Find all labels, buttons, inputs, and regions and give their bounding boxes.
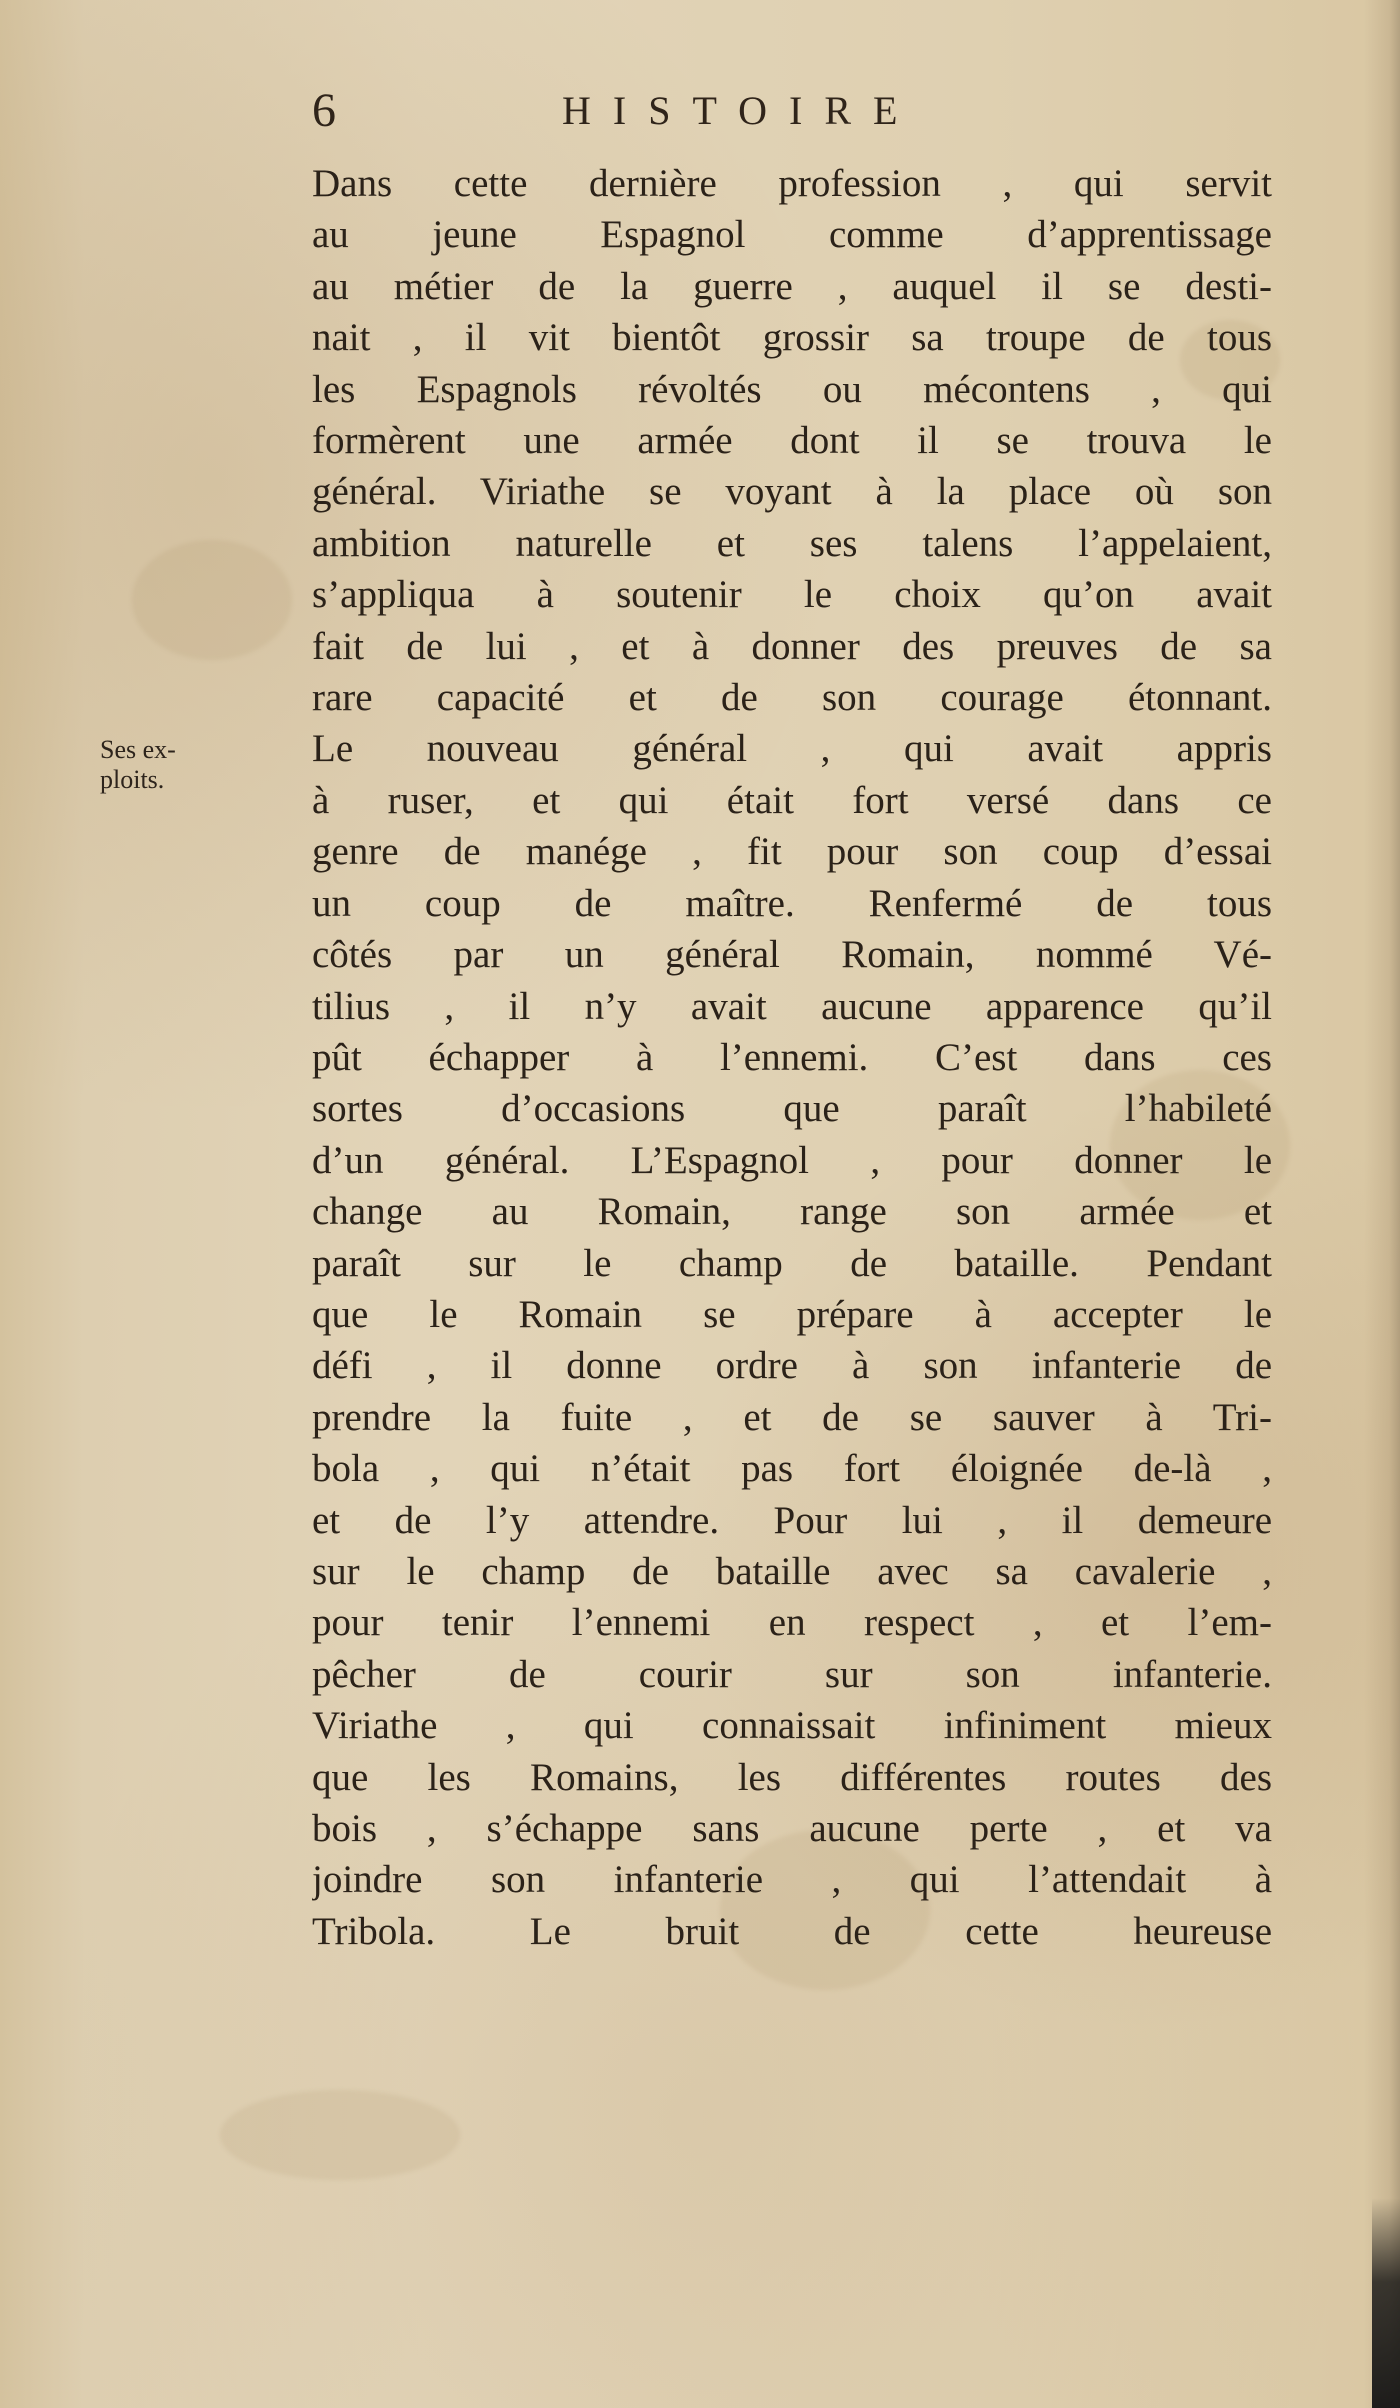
text-line: genre de manége , fit pour son coup d’essai xyxy=(312,830,1272,874)
paper-stain xyxy=(132,540,292,660)
page-header xyxy=(312,84,1092,138)
page-edge-shadow xyxy=(1364,0,1400,2408)
text-line: pût échapper à l’ennemi. C’est dans ces xyxy=(312,1035,1272,1079)
margin-note-line: Ses ex- xyxy=(100,735,176,764)
running-head: HISTOIRE xyxy=(562,88,920,133)
text-line: s’appliqua à soutenir le choix qu’on avait xyxy=(312,573,1272,617)
text-line: que les Romains, les différentes routes des xyxy=(312,1755,1272,1799)
text-line: Dans cette dernière profession , qui servit xyxy=(312,162,1272,205)
text-line: au jeune Espagnol comme d’apprentissage xyxy=(312,213,1272,257)
text-line: change au Romain, range son armée et xyxy=(312,1190,1272,1234)
text-line: au métier de la guerre , auquel il se desti- xyxy=(312,264,1272,308)
paper-stain xyxy=(220,2090,460,2180)
text-line: prendre la fuite , et de se sauver à Tri- xyxy=(312,1395,1272,1439)
page-dark-edge xyxy=(1372,2198,1400,2408)
text-line: défi , il donne ordre à son infanterie de xyxy=(312,1344,1272,1388)
text-line: formèrent une armée dont il se trouva le xyxy=(312,419,1272,463)
text-line: côtés par un général Romain, nommé Vé- xyxy=(312,933,1272,977)
text-line: et de l’y attendre. Pour lui , il demeure xyxy=(312,1498,1272,1542)
text-line: rare capacité et de son courage étonnant. xyxy=(312,676,1272,720)
text-line: les Espagnols révoltés ou mécontens , qui xyxy=(312,367,1272,411)
margin-note-line: ploits. xyxy=(100,765,165,794)
text-line: joindre son infanterie , qui l’attendait à xyxy=(312,1858,1272,1902)
text-line: général. Viriathe se voyant à la place où son xyxy=(312,470,1272,514)
text-line: Viriathe , qui connaissait infiniment mieux xyxy=(312,1704,1272,1748)
text-line: pour tenir l’ennemi en respect , et l’em- xyxy=(312,1601,1272,1645)
text-line: ambition naturelle et ses talens l’appelaient, xyxy=(312,521,1272,565)
text-line: bois , s’échappe sans aucune perte , et va xyxy=(312,1807,1272,1850)
text-line: tilius , il n’y avait aucune apparence qu’il xyxy=(312,984,1272,1028)
main-text xyxy=(312,158,1272,1957)
text-line: Tribola. Le bruit de cette heureuse xyxy=(312,1909,1272,1953)
text-line: que le Romain se prépare à accepter le xyxy=(312,1292,1272,1336)
text-line: pêcher de courir sur son infanterie. xyxy=(312,1652,1272,1696)
text-line: paraît sur le champ de bataille. Pendant xyxy=(312,1241,1272,1285)
text-line: à ruser, et qui était fort versé dans ce xyxy=(312,778,1272,822)
text-line: nait , il vit bientôt grossir sa troupe de tous xyxy=(312,316,1272,360)
text-line: sur le champ de bataille avec sa cavalerie , xyxy=(312,1549,1272,1593)
text-line: un coup de maître. Renfermé de tous xyxy=(312,881,1272,925)
text-line: bola , qui n’était pas fort éloignée de-là , xyxy=(312,1447,1272,1491)
text-line: d’un général. L’Espagnol , pour donner le xyxy=(312,1138,1272,1182)
margin-note xyxy=(100,735,290,795)
text-line: Le nouveau général , qui avait appris xyxy=(312,727,1272,771)
text-line: sortes d’occasions que paraît l’habileté xyxy=(312,1087,1272,1131)
page-number: 6 xyxy=(312,84,337,137)
text-line: fait de lui , et à donner des preuves de sa xyxy=(312,624,1272,668)
